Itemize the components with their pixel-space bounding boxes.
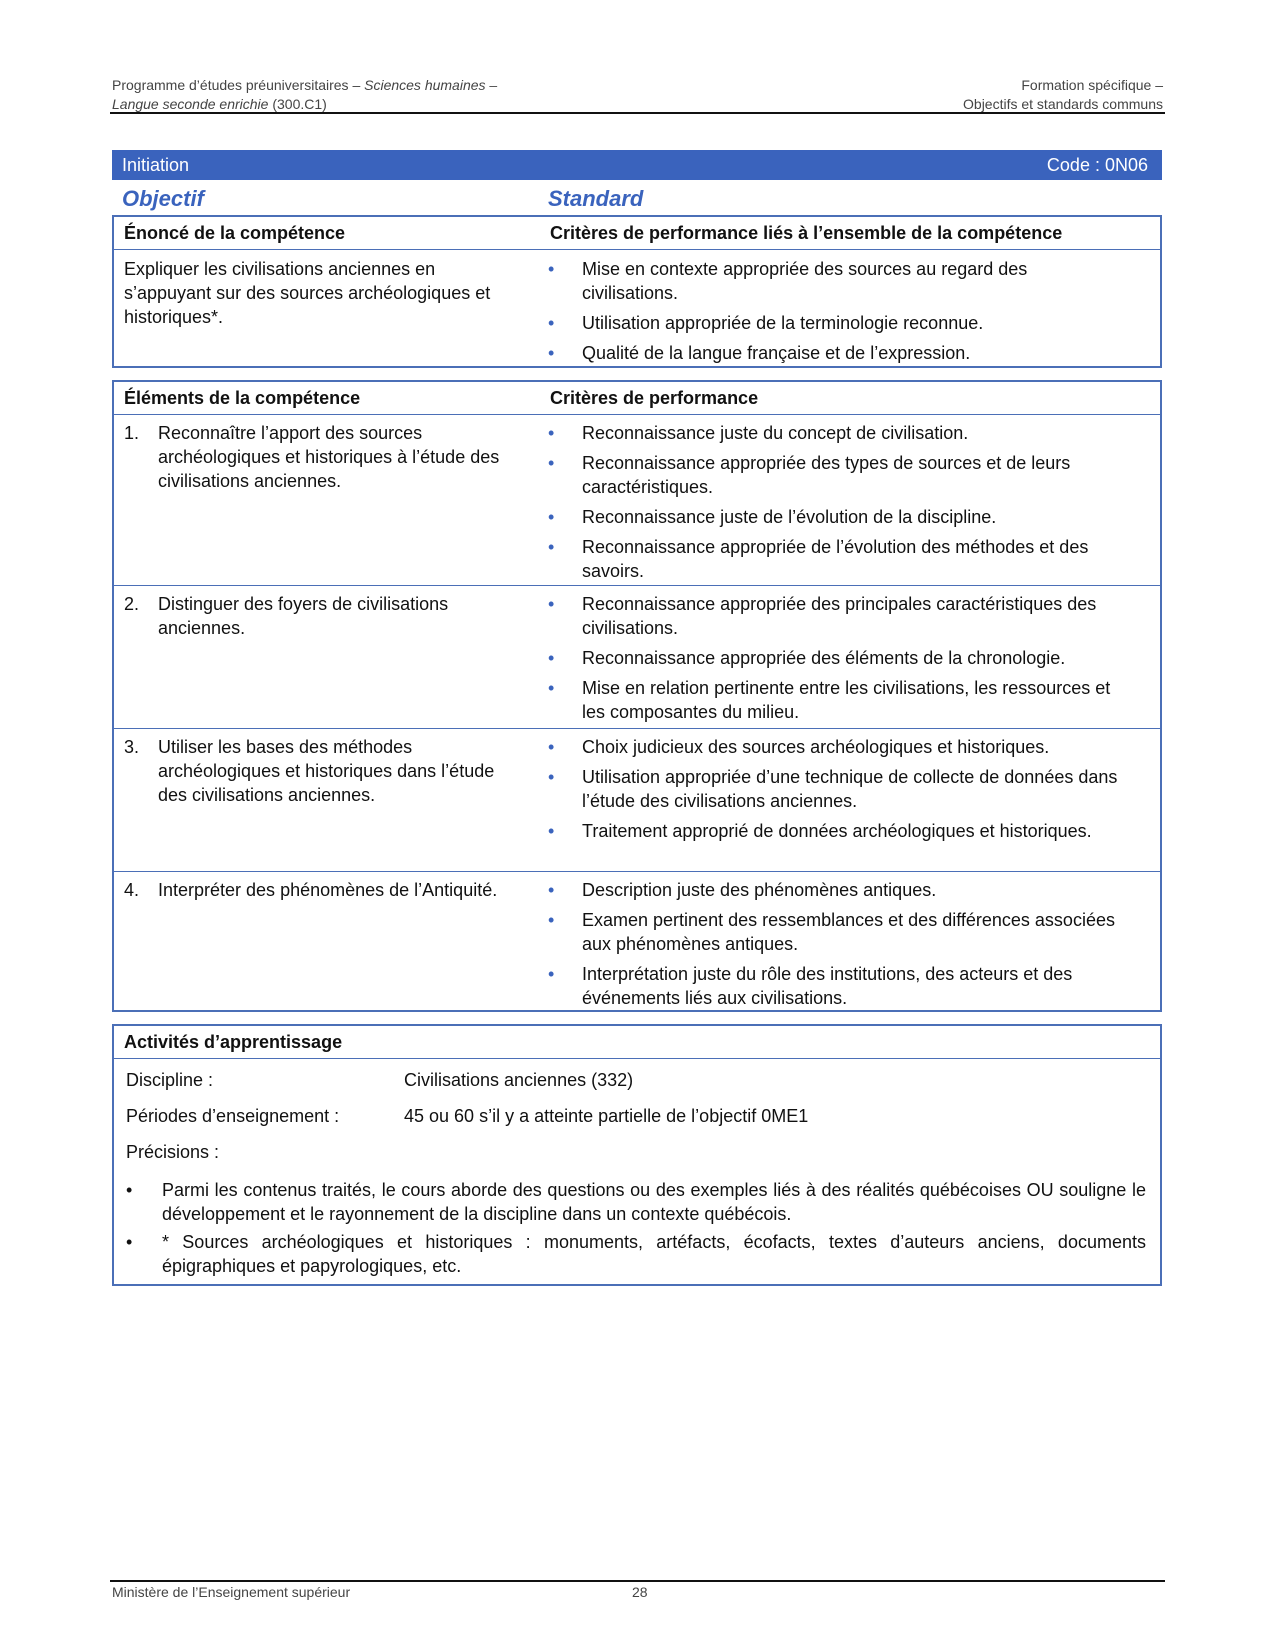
header-divider bbox=[110, 112, 1165, 114]
element-row-1 bbox=[114, 415, 1160, 585]
list-item: • Mise en contexte appropriée des sources au regard des civilisations. bbox=[548, 259, 1028, 303]
enonce-header: Énoncé de la compétence bbox=[124, 223, 346, 243]
list-item: • Examen pertinent des ressemblances et des différences associées aux phénomènes antiques. bbox=[548, 910, 1115, 954]
footer-divider bbox=[110, 1580, 1165, 1582]
discipline-value: Civilisations anciennes (332) bbox=[404, 1070, 634, 1090]
element-row-3 bbox=[114, 728, 1160, 871]
criteres-header: Critères de performance bbox=[550, 388, 759, 408]
activites-header-row bbox=[114, 1026, 1160, 1059]
objective-title-bar bbox=[112, 150, 1162, 180]
level-label: Initiation bbox=[122, 155, 190, 175]
element-row-2 bbox=[114, 585, 1160, 728]
discipline-label: Discipline : bbox=[126, 1070, 214, 1090]
list-item: • * Sources archéologiques et historiques : monuments, artéfacts, écofacts, textes d’auteurs anciens, documents épigraphiques et papyrologiques, etc. bbox=[126, 1232, 1146, 1276]
list-item: • Utilisation appropriée d’une technique de collecte de données dans l’étude des civilisations anciennes. bbox=[548, 767, 1118, 811]
list-item: • Choix judicieux des sources archéologiques et historiques. bbox=[548, 737, 1050, 757]
activites-header: Activités d’apprentissage bbox=[124, 1032, 343, 1052]
standard-heading: Standard bbox=[548, 186, 644, 211]
list-item: • Traitement approprié de données archéologiques et historiques. bbox=[548, 821, 1092, 841]
objective-code: Code : 0N06 bbox=[1046, 155, 1148, 175]
list-item: • Reconnaissance appropriée des éléments de la chronologie. bbox=[548, 648, 1066, 668]
criteres-ensemble-list bbox=[544, 257, 1124, 371]
competence-header-row bbox=[114, 217, 1160, 250]
elements-box bbox=[112, 380, 1162, 1012]
periodes-label: Périodes d’enseignement : bbox=[126, 1106, 340, 1126]
element-text: 4. Interpréter des phénomènes de l’Antiquité. bbox=[124, 880, 498, 900]
list-item: • Reconnaissance juste de l’évolution de la discipline. bbox=[548, 507, 997, 527]
elements-header-row bbox=[114, 382, 1160, 415]
element-text: 2. Distinguer des foyers de civilisations anciennes. bbox=[124, 594, 449, 638]
element-row-4 bbox=[114, 871, 1160, 1012]
element-text: 1. Reconnaître l’apport des sources archéologiques et historiques à l’étude des civilisations anciennes. bbox=[124, 423, 500, 491]
elements-header: Éléments de la compétence bbox=[124, 388, 361, 408]
enonce-text: Expliquer les civilisations anciennes en s’appuyant sur des sources archéologiques et historiques*. bbox=[124, 259, 491, 327]
list-item: • Interprétation juste du rôle des institutions, des acteurs et des événements liés aux civilisations. bbox=[548, 964, 1073, 1008]
list-item: • Parmi les contenus traités, le cours aborde des questions ou des exemples liés à des réalités québécoises OU souligne le développement et le rayonnement de la discipline dans un contexte québécois. bbox=[126, 1180, 1146, 1224]
element-text: 3. Utiliser les bases des méthodes archéologiques et historiques dans l’étude des civilisations anciennes. bbox=[124, 737, 495, 805]
criteres-ensemble-header: Critères de performance liés à l’ensemble de la compétence bbox=[550, 223, 1063, 243]
footer-ministry: Ministère de l’Enseignement supérieur bbox=[112, 1584, 351, 1600]
list-item: • Mise en relation pertinente entre les civilisations, les ressources et les composantes du milieu. bbox=[548, 678, 1111, 722]
precisions-label: Précisions : bbox=[126, 1142, 220, 1162]
objectif-heading: Objectif bbox=[122, 186, 204, 211]
list-item: • Reconnaissance juste du concept de civilisation. bbox=[548, 423, 969, 443]
list-item: • Utilisation appropriée de la terminologie reconnue. bbox=[548, 313, 984, 333]
list-item: • Reconnaissance appropriée des types de sources et de leurs caractéristiques. bbox=[548, 453, 1071, 497]
competence-box bbox=[112, 215, 1162, 368]
list-item: • Reconnaissance appropriée de l’évolution des méthodes et des savoirs. bbox=[548, 537, 1089, 581]
activites-box bbox=[112, 1024, 1162, 1286]
list-item: • Description juste des phénomènes antiques. bbox=[548, 880, 937, 900]
page-number: 28 bbox=[632, 1584, 648, 1600]
section-title: Formation spécifique – Objectifs et standards communs bbox=[963, 77, 1163, 112]
program-title: Programme d’études préuniversitaires – Sciences humaines – Langue seconde enrichie (300.C1) bbox=[112, 77, 498, 112]
list-item: • Qualité de la langue française et de l’expression. bbox=[548, 343, 971, 363]
page-header bbox=[112, 76, 1163, 110]
periodes-value: 45 ou 60 s’il y a atteinte partielle de l’objectif 0ME1 bbox=[404, 1106, 809, 1126]
list-item: • Reconnaissance appropriée des principales caractéristiques des civilisations. bbox=[548, 594, 1097, 638]
